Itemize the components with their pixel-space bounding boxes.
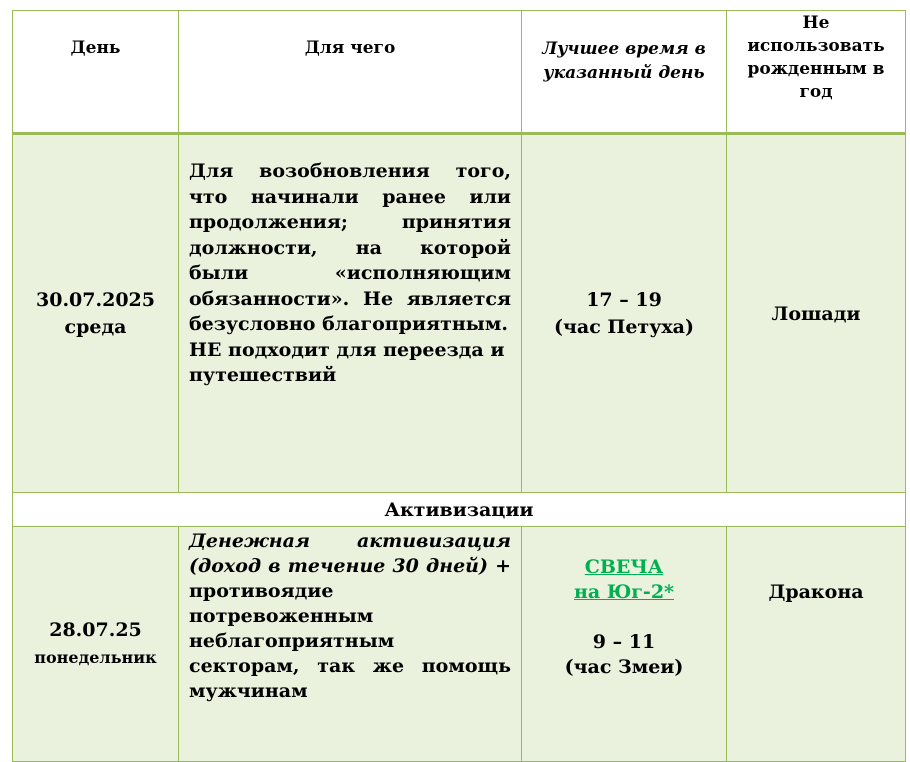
header-not-for [727,11,906,134]
row1-desc-2: НЕ подходит для переезда и путешествий [189,338,505,386]
header-day: День [13,11,179,134]
row2-desc-italic: Денежная активизация (доход в течение 30 дней) [189,530,511,577]
header-row [13,11,906,134]
row1-weekday: среда [64,315,127,338]
row1-desc-1: Для возобновления того, что начинали ранее или продолжения; принятия должности, на которой были «исполняющим обязанности». Не является безусловно благоприятным. [189,160,511,335]
header-purpose: Для чего [179,11,522,134]
row1-desc-cell [179,134,522,493]
row1-time: 17 – 19 [586,288,662,311]
row2-desc-rest: + противоядие потревоженным неблагоприятным секторам, так же помощь мужчинам [189,555,511,702]
row2-time-cell [522,527,727,762]
row2-sign: Дракона [727,527,906,762]
header-best-time: Лучшее время в указанный день [522,11,727,134]
row1-day-cell [13,134,179,493]
row2-time-note: (час Змеи) [564,656,684,678]
row2-weekday: понедельник [34,648,157,667]
header-not-for-line2: использовать [747,36,885,56]
section-row [13,493,906,527]
section-title: Активизации [13,493,906,527]
row1-date: 30.07.2025 [36,288,155,311]
row2-candle-link-2[interactable]: на Юг-2* [574,581,674,603]
row2-date: 28.07.25 [49,619,142,641]
row1-time-cell [522,134,727,493]
header-not-for-line3: рожденным в [747,59,885,79]
header-not-for-line1: Не [802,13,830,33]
row2-desc-cell [179,527,522,762]
row2-candle-link-1[interactable]: СВЕЧА [584,556,664,578]
table-row [13,527,906,762]
row2-day-cell [13,527,179,762]
table-row [13,134,906,493]
row1-sign: Лошади [727,134,906,493]
row1-time-note: (час Петуха) [554,315,694,338]
row2-time: 9 – 11 [592,631,656,653]
schedule-table [12,10,906,762]
header-not-for-line4: год [799,82,833,102]
